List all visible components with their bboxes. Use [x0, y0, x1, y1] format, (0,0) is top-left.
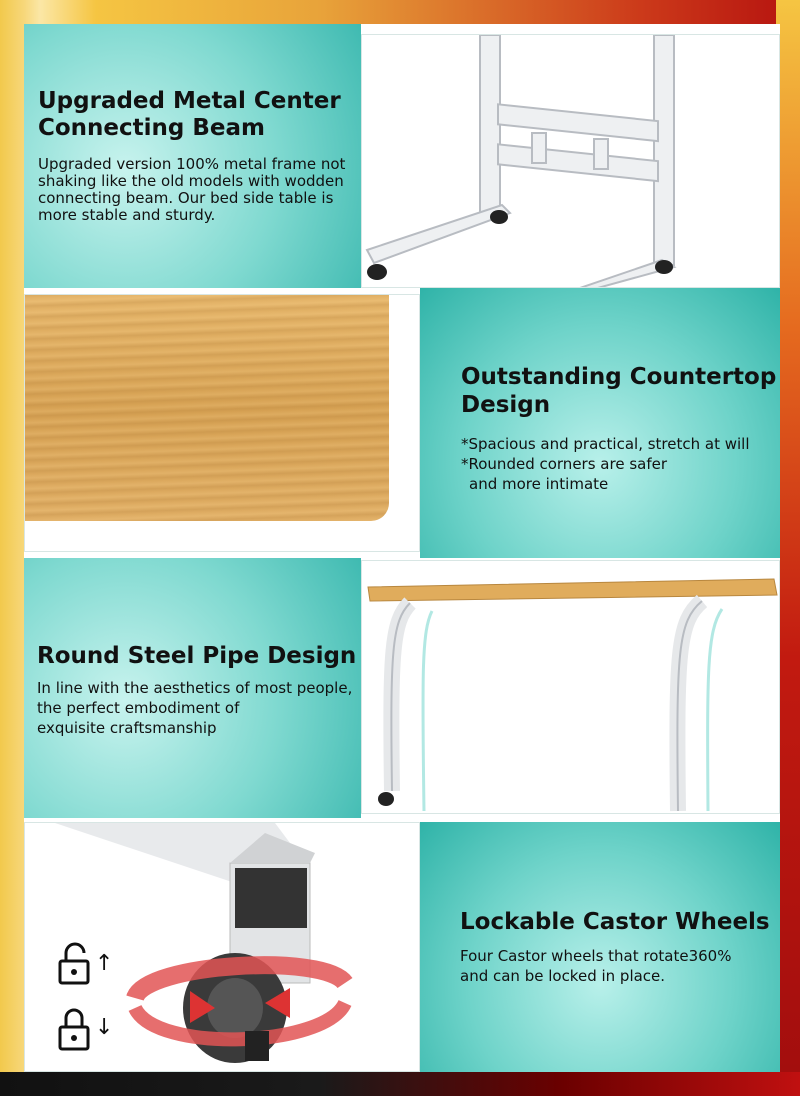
metal-frame-illustration — [362, 35, 780, 288]
arrow-down-icon: ↓ — [95, 1015, 114, 1040]
section-body — [37, 678, 352, 738]
bottom-border — [0, 1072, 800, 1096]
wood-countertop — [25, 295, 389, 521]
body-line: and more intimate — [469, 475, 609, 493]
section-body: Upgraded version 100% metal frame not shaking like the old models with wodden connecting beam. Our bed side table is more stable and sturdy. — [38, 155, 346, 224]
section-steel-pipe-text — [24, 558, 361, 818]
arrow-up-icon: ↑ — [95, 951, 114, 976]
section-castor-text — [420, 822, 780, 1072]
countertop-image — [24, 294, 420, 552]
lock-icon — [57, 1005, 91, 1055]
title-line: Outstanding Countertop — [461, 364, 777, 390]
title-line: Connecting Beam — [38, 115, 266, 141]
body-line: *Spacious and practical, stretch at will — [461, 435, 750, 453]
steel-pipe-image — [361, 560, 780, 814]
section-body — [461, 434, 750, 494]
castor-wheel-image — [24, 822, 420, 1072]
metal-frame-image — [361, 34, 780, 288]
title-line: Upgraded Metal Center — [38, 88, 341, 114]
body-line: exquisite craftsmanship — [37, 719, 217, 737]
body-line: and can be locked in place. — [460, 967, 666, 985]
section-title — [38, 88, 341, 142]
body-line: In line with the aesthetics of most people, — [37, 679, 353, 697]
table-illustration — [362, 561, 780, 814]
section-body — [460, 946, 731, 986]
content-area — [24, 24, 780, 1072]
section-title — [461, 363, 776, 419]
section-metal-beam-text — [24, 24, 361, 288]
body-line: the perfect embodiment of — [37, 699, 240, 717]
section-countertop-text — [420, 288, 780, 558]
body-line: *Rounded corners are safer — [461, 455, 668, 473]
unlock-icon — [57, 941, 91, 989]
section-title: Lockable Castor Wheels — [460, 909, 770, 935]
body-line: Four Castor wheels that rotate360% — [460, 947, 732, 965]
section-title: Round Steel Pipe Design — [37, 643, 357, 669]
title-line: Design — [461, 392, 551, 418]
